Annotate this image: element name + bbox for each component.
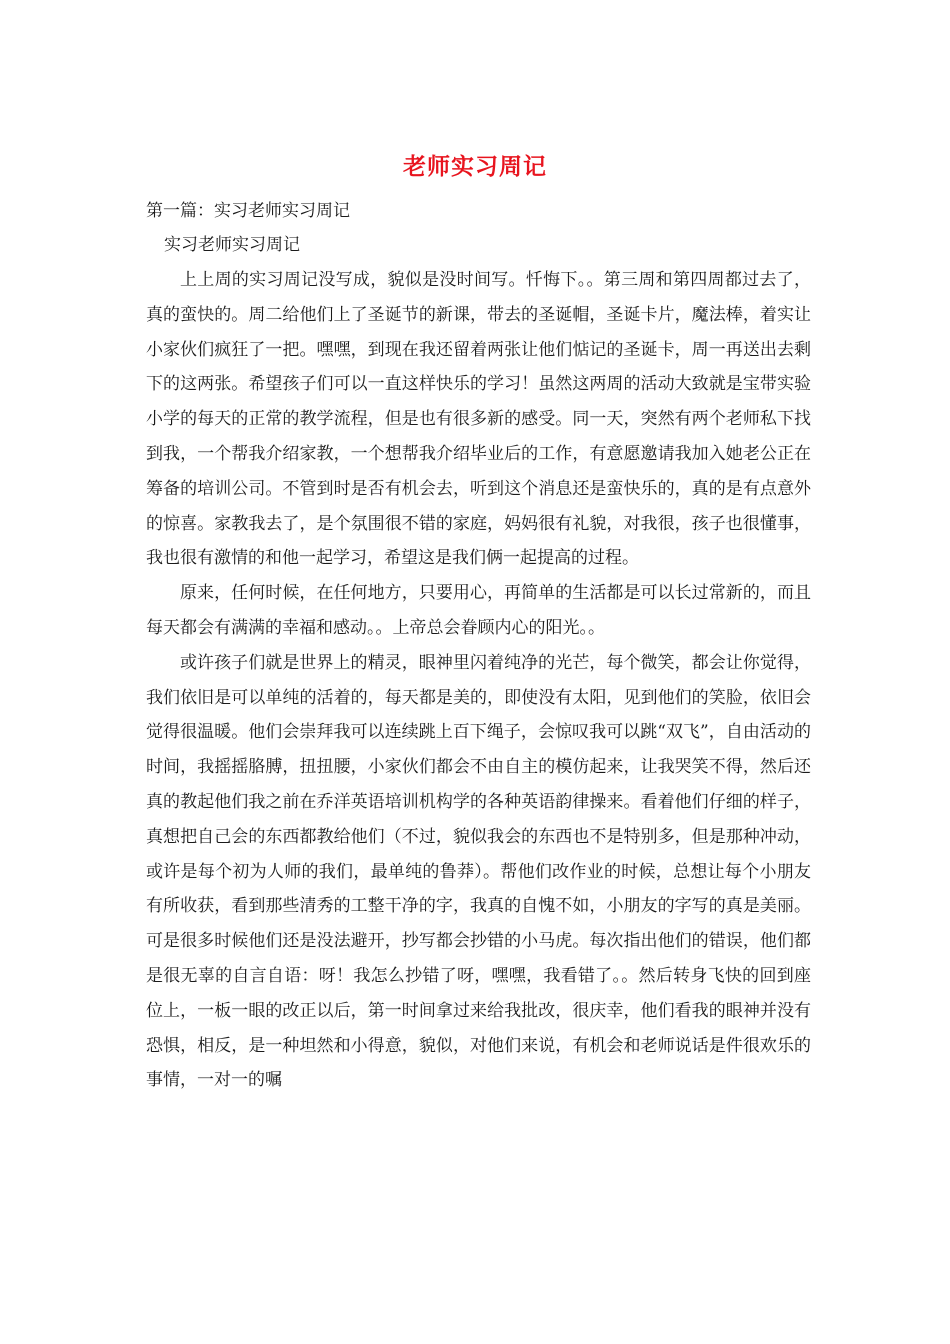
document-title: 老师实习周记 <box>403 153 547 180</box>
section-subheading: 实习老师实习周记 <box>164 235 300 255</box>
paragraph: 上上周的实习周记没写成，貌似是没时间写。忏悔下。。第三周和第四周都过去了，真的蛮快的。周二给他们上了圣诞节的新课，带去的圣诞帽，圣诞卡片，魔法棒，着实让小家伙们疯狂了一把。嘿嘿，到现在我还留着两张让他们惦记的圣诞卡，周一再送出去剩下的这两张。希望孩子们可以一直这样快乐的学习！虽然这两周的活动大致就是宝带实验小学的每天的正常的教学流程，但是也有很多新的感受。同一天，突然有两个老师私下找到我，一个帮我介绍家教，一个想帮我介绍毕业后的工作，有意愿邀请我加入她老公正在筹备的培训公司。不管到时是否有机会去，听到这个消息还是蛮快乐的，真的是有点意外的惊喜。家教我去了，是个氛围很不错的家庭，妈妈很有礼貌，对我很，孩子也很懂事，我也很有激情的和他一起学习，希望这是我们俩一起提高的过程。 <box>146 270 811 569</box>
section-heading: 第一篇：实习老师实习周记 <box>146 201 350 221</box>
paragraph: 原来，任何时候，在任何地方，只要用心，再简单的生活都是可以长过常新的，而且每天都会有满满的幸福和感动。。上帝总会眷顾内心的阳光。。 <box>146 583 811 638</box>
paragraph: 或许孩子们就是世界上的精灵，眼神里闪着纯净的光芒，每个微笑，都会让你觉得，我们依旧是可以单纯的活着的，每天都是美的，即使没有太阳，见到他们的笑脸，依旧会觉得很温暖。他们会崇拜我可以连续跳上百下绳子，会惊叹我可以跳“双飞”，自由活动的时间，我摇摇胳膊，扭扭腰，小家伙们都会不由自主的模仿起来，让我哭笑不得，然后还真的教起他们我之前在乔洋英语培训机构学的各种英语韵律操来。看着他们仔细的样子，真想把自己会的东西都教给他们（不过，貌似我会的东西也不是特别多，但是那种冲动，或许是每个初为人师的我们，最单纯的鲁莽）。帮他们改作业的时候，总想让每个小朋友有所收获，看到那些清秀的工整干净的字，我真的自愧不如，小朋友的字写的真是美丽。可是很多时候他们还是没法避开，抄写都会抄错的小马虎。每次指出他们的错误，他们都是很无辜的自言自语：呀！我怎么抄错了呀，嘿嘿，我看错了。。然后转身飞快的回到座位上，一板一眼的改正以后，第一时间拿过来给我批改，很庆幸，他们看我的眼神并没有恐惧，相反，是一种坦然和小得意，貌似，对他们来说，有机会和老师说话是件很欢乐的事情，一对一的嘱 <box>146 652 811 1091</box>
document-body <box>146 263 811 1098</box>
